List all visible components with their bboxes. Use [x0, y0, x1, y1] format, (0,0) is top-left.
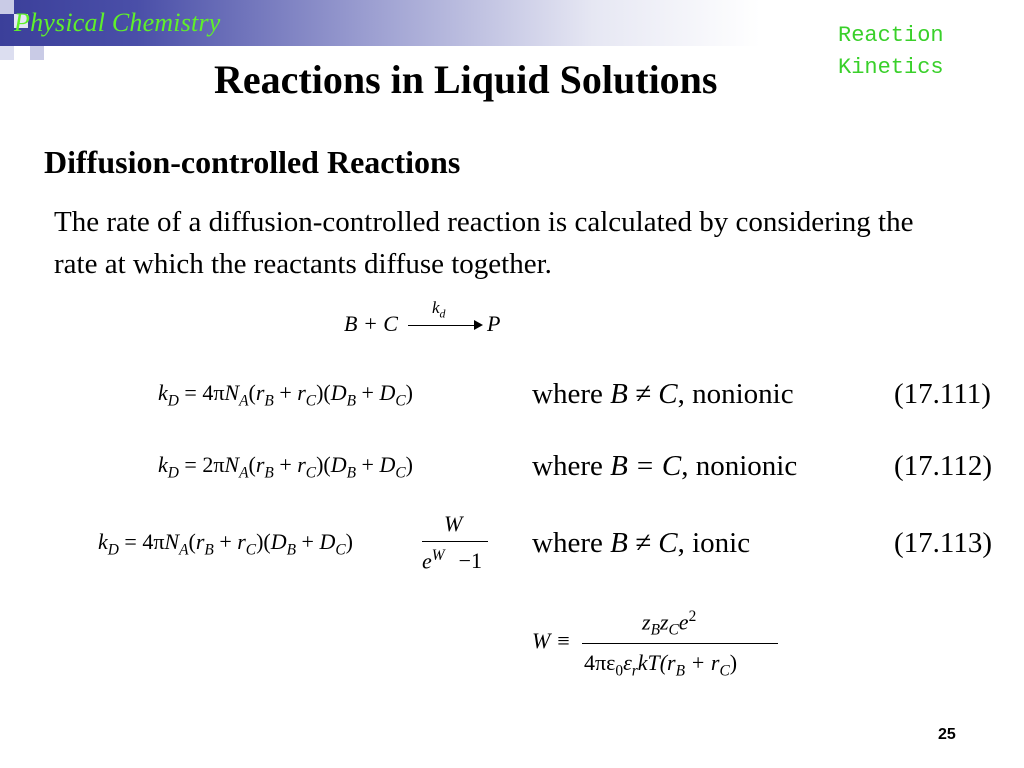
condition-17-111 [532, 378, 794, 411]
ionic-fraction-denominator [422, 547, 482, 574]
decor-square [0, 46, 14, 60]
page-number: 25 [938, 726, 956, 743]
reaction-product: P [487, 311, 501, 336]
ionic-fraction-bar [422, 541, 488, 542]
condition-suffix: , ionic [677, 527, 751, 559]
num-sub1: B [650, 621, 660, 639]
num-exp: 2 [688, 608, 697, 625]
slide-title: Reactions in Liquid Solutions [214, 57, 718, 102]
den-eps: ε [623, 650, 632, 675]
eq-lhs-sub: D [167, 392, 179, 410]
den-subC: C [719, 662, 730, 680]
denominator-tail: −1 [458, 548, 483, 574]
reaction-rate-constant [432, 298, 446, 321]
num-sub2: C [668, 621, 679, 639]
w-definition-numerator [642, 608, 696, 640]
condition-math: B ≠ C [610, 527, 678, 559]
condition-17-112 [532, 450, 797, 483]
decor-square [0, 0, 14, 14]
rate-constant-symbol: k [432, 298, 440, 317]
den-close: ) [729, 650, 738, 675]
eq-factor: 4π [142, 529, 165, 554]
condition-prefix: where [532, 450, 611, 482]
condition-prefix: where [532, 378, 611, 410]
den-text: 4πε [584, 650, 616, 675]
eq-factor: 4π [202, 380, 225, 405]
denominator-exponent: W [431, 547, 445, 564]
condition-math: B ≠ C [610, 378, 678, 410]
decor-square [30, 46, 44, 60]
eq-lhs-sub: D [107, 541, 119, 559]
eq-lhs: k [98, 529, 108, 554]
course-title: Physical Chemistry [14, 8, 221, 37]
rate-constant-subscript: d [439, 306, 446, 321]
body-paragraph: The rate of a diffusion-controlled reaction is calculated by considering the rate at which the reactants diffuse together. [54, 206, 914, 280]
den-plus: + r [685, 650, 720, 675]
condition-prefix: where [532, 527, 611, 559]
den-sub0: 0 [615, 662, 624, 680]
ionic-fraction-numerator: W [444, 511, 463, 536]
eq-lhs-sub: D [167, 464, 179, 482]
equation-number: (17.113) [894, 527, 992, 559]
section-heading: Diffusion-controlled Reactions [44, 144, 461, 180]
w-definition-lhs: W ≡ [532, 628, 571, 653]
eq-lhs: k [158, 452, 168, 477]
w-definition-fraction-bar [582, 643, 778, 644]
eq-factor: 2π [202, 452, 225, 477]
reaction-arrow-shaft [408, 325, 476, 326]
reaction-arrow-head-icon [474, 320, 483, 330]
topic-label [838, 20, 1018, 84]
condition-suffix: , nonionic [677, 378, 794, 410]
reaction-lhs: B + C [344, 311, 398, 336]
den-subr: r [631, 662, 638, 680]
condition-suffix: , nonionic [681, 450, 798, 482]
topic-line-1: Reaction [838, 23, 944, 48]
num-z1: z [642, 609, 651, 635]
num-z2: z [659, 609, 669, 635]
equation-17-111: $k_D = 4\pi N_A(r_B + r_C)(D_B + D_C)$ [158, 380, 413, 410]
eq-lhs: k [158, 380, 168, 405]
reaction-equation [344, 311, 398, 337]
w-definition-denominator [584, 650, 737, 680]
equation-17-113: $k_D = 4\pi N_A(r_B + r_C)(D_B + D_C)$ [98, 529, 353, 559]
den-rest: kT(r [637, 650, 676, 675]
equation-number: (17.112) [894, 450, 992, 482]
condition-math: B = C [610, 450, 682, 482]
topic-line-2: Kinetics [838, 55, 944, 80]
denominator-base: e [422, 548, 432, 574]
num-e: e [678, 609, 689, 635]
condition-17-113 [532, 527, 750, 560]
equation-number: (17.111) [894, 378, 991, 410]
equation-17-112: $k_D = 2\pi N_A(r_B + r_C)(D_B + D_C)$ [158, 452, 413, 482]
den-subB: B [675, 662, 686, 680]
